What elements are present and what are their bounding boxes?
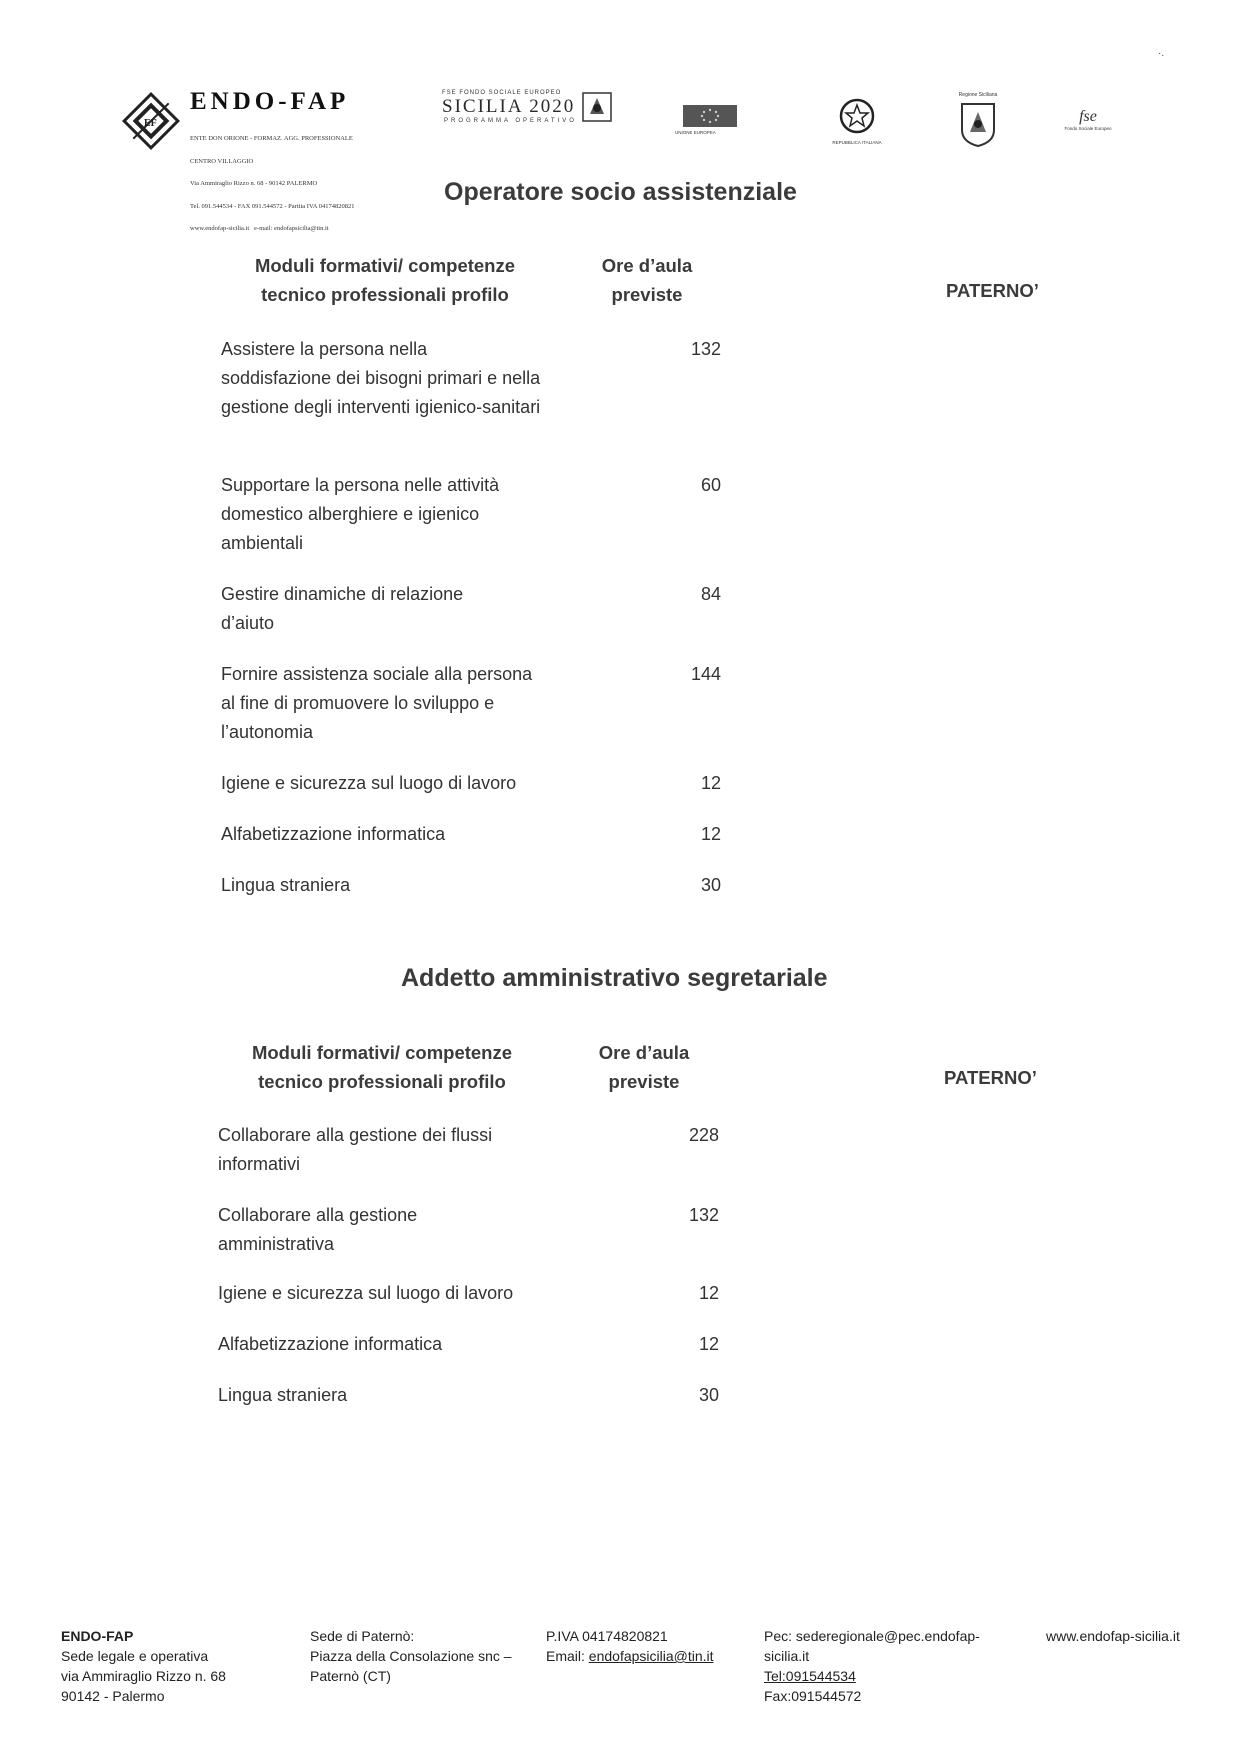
module-hours: 60 (700, 475, 721, 495)
fse-main-text: SICILIA 2020 (442, 96, 576, 117)
endo-fap-detail-line: ENTE DON ORIONE - FORMAZ. AGG. PROFESSIONALE (190, 135, 353, 142)
footer-line: Sede di Paternò: (310, 1628, 415, 1644)
endo-fap-emblem-icon (120, 90, 182, 152)
endo-fap-detail-line: CENTRO VILLAGGIO (190, 157, 254, 165)
svg-text:EF: EF (144, 118, 157, 129)
endo-fap-details (190, 120, 355, 248)
module-hours: 12 (700, 824, 721, 844)
module-hours: 30 (698, 1385, 719, 1405)
eu-flag-icon (683, 105, 737, 127)
footer-tel[interactable]: Tel:091544534 (764, 1668, 856, 1684)
module-name: Collaborare alla gestione dei flussi informativi (218, 1125, 493, 1174)
course-title: Addetto amministrativo segretariale (401, 964, 828, 992)
column-header-hours: Ore d’aula previste (601, 255, 693, 305)
footer-pec-cont: sicilia.it (764, 1648, 810, 1664)
fse-small-mark: fse (1079, 108, 1097, 125)
module-name: Lingua straniera (221, 875, 351, 895)
footer-line: Piazza della Consolazione snc – (310, 1648, 512, 1664)
course-title: Operatore socio assistenziale (444, 178, 797, 206)
footer-website[interactable]: www.endofap-sicilia.it (1046, 1628, 1180, 1644)
footer-contacts (764, 1626, 980, 1706)
module-name: Igiene e sicurezza sul luogo di lavoro (221, 773, 517, 793)
column-header-modules: Moduli formativi/ competenze tecnico professionali profilo (254, 255, 516, 305)
endo-fap-detail-line: www.endofap-sicilia.it e-mail: endofapsicilia@tin.it (190, 225, 329, 232)
module-name: Supportare la persona nelle attività domestico alberghiere e igienico ambientali (221, 475, 500, 553)
fse-program-text: PROGRAMMA OPERATIVO (444, 118, 577, 124)
module-name: Alfabetizzazione informatica (218, 1334, 443, 1354)
footer-legal-office (61, 1626, 226, 1706)
footer-pec: Pec: sederegionale@pec.endofap- (764, 1628, 980, 1644)
trinacria-icon (582, 92, 612, 122)
module-name: Gestire dinamiche di relazione d’aiuto (221, 584, 464, 633)
page-footer (0, 1626, 1240, 1726)
module-hours: 144 (690, 664, 721, 684)
scan-speck-icon: ·. (1158, 48, 1165, 59)
module-hours: 12 (698, 1334, 719, 1354)
module-hours: 12 (700, 773, 721, 793)
footer-line: Paternò (CT) (310, 1668, 391, 1684)
region-caption: Regione Siciliana (958, 92, 998, 98)
footer-email-link[interactable]: endofapsicilia@tin.it (588, 1648, 714, 1664)
endo-fap-detail-line: Tel. 091.544534 - FAX 091.544572 - Partita IVA 04174820821 (190, 202, 355, 210)
republic-logo (822, 96, 892, 146)
footer-line: via Ammiraglio Rizzo n. 68 (61, 1668, 226, 1684)
module-hours: 132 (690, 339, 721, 359)
fse-small-logo (1058, 108, 1118, 138)
module-hours: 132 (688, 1205, 719, 1225)
module-name: Assistere la persona nella soddisfazione dei bisogni primari e nella gestione degli interventi igienico-sanitari (221, 339, 541, 417)
footer-fax: Fax:091544572 (764, 1688, 862, 1704)
footer-paterno-office (310, 1626, 512, 1686)
republic-caption: REPUBBLICA ITALIANA (832, 140, 882, 145)
eu-caption: UNIONE EUROPEA (675, 130, 716, 135)
endo-fap-detail-line: Via Ammiraglio Rizzo n. 68 - 90142 PALERMO (190, 180, 318, 187)
footer-org-name: ENDO-FAP (61, 1628, 134, 1644)
module-hours: 12 (698, 1283, 719, 1303)
republic-emblem-icon (837, 96, 877, 136)
endo-fap-logo (120, 82, 410, 232)
column-header-modules: Moduli formativi/ competenze tecnico professionali profilo (251, 1042, 513, 1092)
column-header-hours: Ore d’aula previste (598, 1042, 690, 1092)
footer-vat: P.IVA 04174820821 (546, 1628, 668, 1644)
column-header-location: PATERNO’ (944, 1067, 1037, 1088)
regione-shield-icon (960, 102, 996, 148)
regione-siciliana-logo (948, 92, 1008, 154)
module-name: Fornire assistenza sociale alla persona al fine di promuovere lo sviluppo e l’autonomia (221, 664, 533, 742)
footer-email-row (546, 1646, 714, 1666)
fse-sicilia-logo (442, 90, 622, 130)
module-hours: 30 (700, 875, 721, 895)
footer-vat-email (546, 1626, 714, 1666)
column-header-location: PATERNO’ (946, 280, 1039, 301)
endo-fap-name: ENDO-FAP (190, 88, 350, 115)
module-name: Lingua straniera (218, 1385, 348, 1405)
footer-line: Sede legale e operativa (61, 1648, 209, 1664)
fse-small-caption: Fondo Sociale Europeo (1064, 126, 1112, 131)
fse-top-text: FSE FONDO SOCIALE EUROPEO (442, 90, 562, 96)
footer-email-label: Email: (546, 1648, 589, 1664)
eu-logo (675, 103, 773, 139)
module-name: Alfabetizzazione informatica (221, 824, 446, 844)
module-hours: 228 (688, 1125, 719, 1145)
footer-line: 90142 - Palermo (61, 1688, 165, 1704)
module-name: Igiene e sicurezza sul luogo di lavoro (218, 1283, 514, 1303)
module-hours: 84 (700, 584, 721, 604)
module-name: Collaborare alla gestione amministrativa (218, 1205, 418, 1254)
